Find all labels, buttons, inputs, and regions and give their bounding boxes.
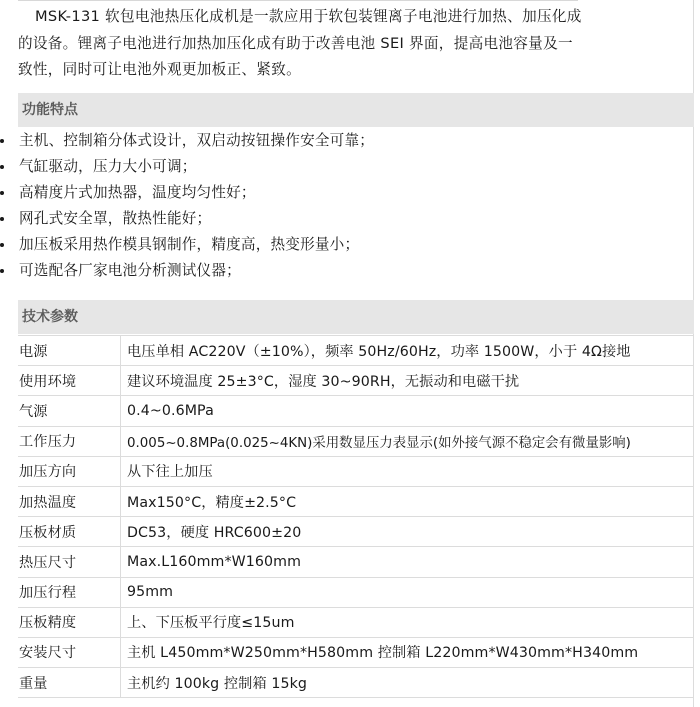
bullet-icon (0, 165, 4, 169)
feature-item: 可选配各厂家电池分析测试仪器； (0, 258, 374, 284)
feature-item: 气缸驱动，压力大小可调； (0, 154, 374, 180)
table-row (18, 577, 694, 607)
feature-item: 网孔式安全罩，散热性能好； (0, 206, 374, 232)
table-row (18, 336, 694, 366)
table-row (18, 486, 694, 516)
spec-value: 主机约 100kg 控制箱 15kg (121, 668, 695, 698)
table-row (18, 426, 694, 456)
spec-value: 建议环境温度 25±3°C，湿度 30~90RH，无振动和电磁干扰 (121, 366, 695, 396)
spec-value: 主机 L450mm*W250mm*H580mm 控制箱 L220mm*W430mm*H340mm (121, 637, 695, 667)
bullet-icon (0, 191, 4, 195)
table-row (18, 607, 694, 637)
table-row (18, 637, 694, 667)
spec-value: 上、下压板平行度≤15um (121, 607, 695, 637)
bullet-icon (0, 217, 4, 221)
features-section-header (18, 93, 694, 127)
feature-item: 高精度片式加热器，温度均匀性好； (0, 180, 374, 206)
spec-value: 95mm (121, 577, 695, 607)
table-row (18, 366, 694, 396)
spec-key: 加压方向 (18, 456, 121, 486)
specs-table (18, 335, 694, 698)
spec-key: 加压行程 (18, 577, 121, 607)
spec-key: 热压尺寸 (18, 547, 121, 577)
spec-value: DC53，硬度 HRC600±20 (121, 517, 695, 547)
spec-value: 从下往上加压 (121, 456, 695, 486)
spec-key: 使用环境 (18, 366, 121, 396)
bullet-icon (0, 243, 4, 247)
spec-value: 0.4~0.6MPa (121, 396, 695, 426)
spec-value: 电压单相 AC220V（±10%），频率 50Hz/60Hz，功率 1500W，小于 4Ω接地 (121, 336, 695, 366)
feature-item: 主机、控制箱分体式设计，双启动按钮操作安全可靠； (0, 128, 374, 154)
feature-item: 加压板采用热作模具钢制作，精度高，热变形量小； (0, 232, 374, 258)
table-row (18, 668, 694, 698)
spec-key: 加热温度 (18, 486, 121, 516)
intro-paragraph: MSK-131 软包电池热压化成机是一款应用于软包装锂离子电池进行加热、加压化成的设备。锂离子电池进行加热加压化成有助于改善电池 SEI 界面，提高电池容量及一致性，同时可让电池外观更加板正、紧致。 (18, 8, 582, 78)
features-section-title: 功能特点 (22, 102, 78, 118)
table-row (18, 547, 694, 577)
spec-key: 压板精度 (18, 607, 121, 637)
table-row (18, 517, 694, 547)
spec-value: 0.005~0.8MPa(0.025~4KN)采用数显压力表显示(如外接气源不稳定会有微量影响) (121, 426, 695, 456)
spec-key: 重量 (18, 668, 121, 698)
specs-section-header (18, 300, 694, 334)
spec-key: 工作压力 (18, 426, 121, 456)
spec-value: Max.L160mm*W160mm (121, 547, 695, 577)
spec-key: 电源 (18, 336, 121, 366)
top-divider (18, 0, 578, 1)
bullet-icon (0, 269, 4, 273)
features-list (0, 128, 374, 284)
table-row (18, 396, 694, 426)
spec-key: 气源 (18, 396, 121, 426)
spec-key: 压板材质 (18, 517, 121, 547)
spec-value: Max150°C，精度±2.5°C (121, 486, 695, 516)
bullet-icon (0, 139, 4, 143)
spec-key: 安装尺寸 (18, 637, 121, 667)
table-row (18, 456, 694, 486)
specs-section-title: 技术参数 (22, 309, 78, 325)
